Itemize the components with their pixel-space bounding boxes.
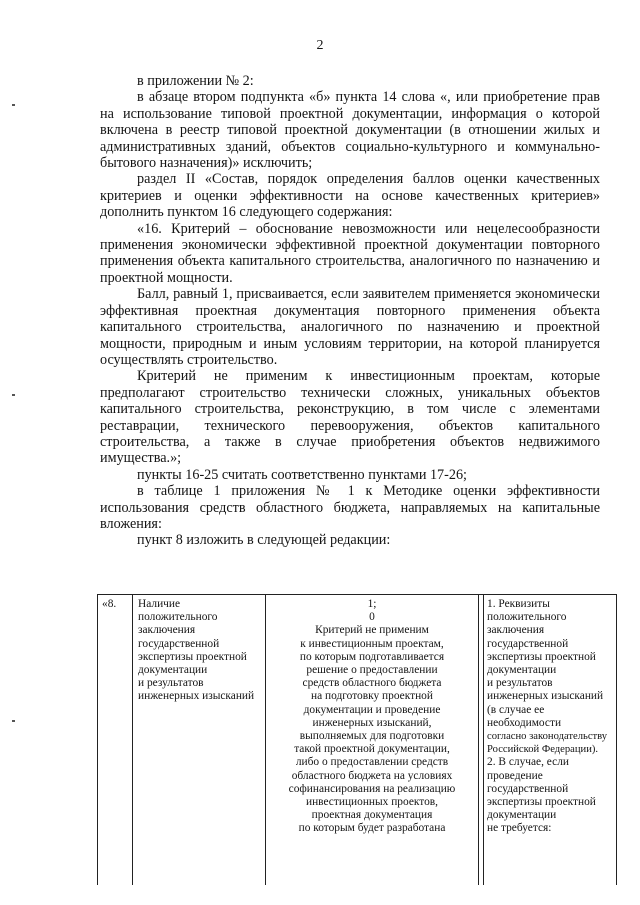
document-line: документации: [487, 809, 557, 822]
criteria-table: [97, 594, 617, 885]
body-text: [100, 73, 600, 549]
paragraph-section-2: раздел II «Состав, порядок определения баллов оценки качественных критериев и оценки эффективности на основе качественных критериев» дополнить пунктом 16 следующего содержания:: [100, 171, 600, 221]
table-col-number: [98, 595, 133, 885]
criterion-line: документации: [138, 664, 208, 677]
score-line: по которым будет разработана: [298, 822, 446, 835]
document-line: экспертизы проектной: [487, 650, 596, 663]
document-line: государственной: [487, 637, 569, 650]
table-col-criterion: [133, 595, 266, 885]
document-line: согласно законодательству: [487, 731, 608, 743]
row-number: «8.: [102, 598, 117, 610]
score-line: средств областного бюджета: [302, 677, 442, 690]
score-line: софинансирования на реализацию: [288, 782, 456, 795]
criterion-line: инженерных изысканий: [138, 690, 255, 703]
document-line: и результатов: [487, 677, 553, 690]
document-line: проведение: [487, 769, 543, 782]
score-line: документации и проведение: [303, 703, 441, 716]
criterion-line: государственной: [138, 637, 220, 650]
score-line: на подготовку проектной: [311, 690, 433, 703]
document-line: необходимости: [487, 716, 562, 729]
scan-speck: [12, 720, 15, 722]
document-line: 1. Реквизиты: [487, 598, 550, 610]
score-line: 1;: [367, 598, 377, 610]
document-line: 2. В случае, если: [487, 756, 569, 769]
document-line: не требуется:: [487, 822, 552, 835]
score-line: Критерий не применим: [315, 624, 429, 637]
criterion-line: экспертизы проектной: [138, 650, 247, 663]
scan-speck: [12, 104, 15, 106]
score-line: решение о предоставлении: [306, 664, 438, 677]
score-line: 0: [369, 611, 375, 624]
document-line: Российской Федерации).: [487, 744, 599, 756]
paragraph-score: Балл, равный 1, присваивается, если заявителем применяется экономически эффективная проектная документация повторного применения объекта капитального строительства, аналогичного по назначению и проектной мощности, природным и иным условиям территории, на которой планируется осуществлять строительство.: [100, 286, 600, 368]
document-line: (в случае ее: [487, 703, 545, 716]
document-line: инженерных изысканий: [487, 690, 604, 703]
document-line: положительного: [487, 611, 567, 624]
table-col-documents: [479, 595, 616, 885]
paragraph-amend-14b: в абзаце втором подпункта «б» пункта 14 слова «, или приобретение прав на использование типовой проектной документации, информация о которой включена в реестр типовой проектной документации (в отношении жилых и административных зданий, объектов социально-культурного и коммунально-бытового назначения)» исключить;: [100, 89, 600, 172]
paragraph-appendix-2: в приложении № 2:: [137, 73, 254, 89]
score-line: либо о предоставлении средств: [295, 756, 449, 769]
score-line: выполняемых для подготовки: [299, 730, 445, 743]
document-line: экспертизы проектной: [487, 796, 596, 809]
document-line: государственной: [487, 782, 569, 795]
criterion-line: Наличие: [138, 598, 181, 610]
criterion-line: заключения: [138, 624, 196, 637]
score-line: инженерных изысканий,: [312, 716, 432, 729]
page-number: 2: [316, 38, 324, 53]
paragraph-table-1: в таблице 1 приложения № 1 к Методике оценки эффективности использования средств областного бюджета, направляемых на капитальные вложения:: [100, 483, 600, 532]
paragraph-renumber: пункты 16-25 считать соответственно пунктами 17-26;: [137, 466, 468, 483]
score-line: такой проектной документации,: [294, 743, 450, 756]
score-line: инвестиционных проектов,: [305, 796, 439, 809]
score-line: по которым подготавливается: [299, 650, 445, 663]
document-line: документации: [487, 664, 557, 677]
score-line: областного бюджета на условиях: [291, 769, 453, 782]
scan-speck: [12, 394, 15, 396]
criterion-line: положительного: [138, 611, 218, 624]
score-line: проектная документация: [311, 809, 433, 822]
paragraph-not-applicable: Критерий не применим к инвестиционным проектам, которые предполагают строительство технически сложных, уникальных объектов капитального строительства, реконструкцию, в том числе с элементами реставрации, технического перевооружения, объектов капитального строительства, а также в случае приобретения объектов недвижимого имущества.»;: [100, 368, 600, 467]
score-line: к инвестиционным проектам,: [300, 637, 444, 650]
document-line: заключения: [487, 624, 545, 637]
paragraph-criterion-16: «16. Критерий – обоснование невозможности или нецелесообразности применения экономически эффективной проектной документации повторного применения объекта капитального строительства, аналогичного по назначению и проектной мощности.: [100, 220, 600, 286]
paragraph-item-8: пункт 8 изложить в следующей редакции:: [137, 532, 391, 549]
criterion-line: и результатов: [138, 677, 204, 690]
table-col-scores: [266, 595, 479, 885]
